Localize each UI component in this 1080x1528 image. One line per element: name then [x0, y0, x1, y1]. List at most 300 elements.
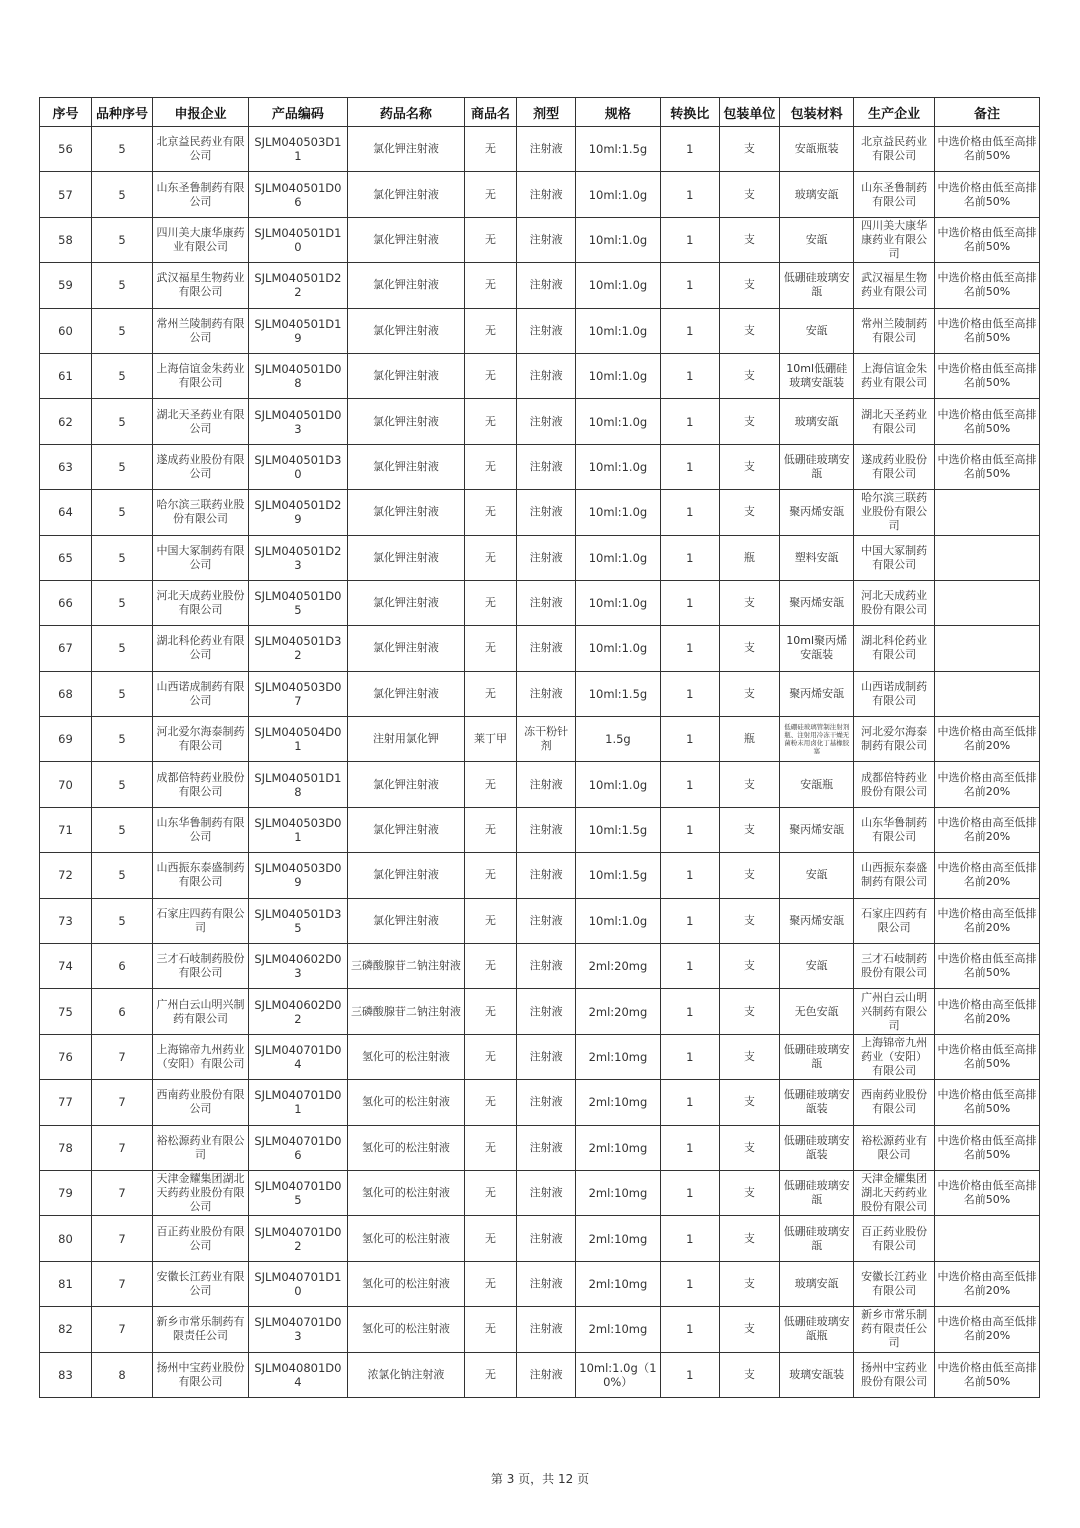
manufacturer-cell: 石家庄四药有限公司 — [854, 898, 935, 943]
drug-name-cell: 氢化可的松注射液 — [347, 1216, 464, 1261]
applicant-cell: 成都倍特药业股份有限公司 — [153, 762, 249, 807]
serial-cell: 83 — [40, 1352, 92, 1397]
trade-name-cell: 无 — [465, 898, 517, 943]
table-row — [40, 944, 1040, 989]
ratio-cell: 1 — [660, 853, 719, 898]
header-cell: 产品编码 — [248, 98, 347, 127]
ratio-cell: 1 — [660, 1261, 719, 1306]
remark-cell: 中选价格由低至高排名前50% — [934, 1080, 1039, 1125]
spec-cell: 10ml:1.5g — [576, 853, 661, 898]
variety-cell: 5 — [91, 535, 152, 580]
spec-cell: 10ml:1.0g — [576, 217, 661, 262]
trade-name-cell: 无 — [465, 1261, 517, 1306]
ratio-cell: 1 — [660, 717, 719, 762]
header-cell: 生产企业 — [854, 98, 935, 127]
drug-name-cell: 氯化钾注射液 — [347, 626, 464, 671]
table-header — [40, 98, 1040, 127]
spec-cell: 2ml:20mg — [576, 944, 661, 989]
dosage-form-cell: 注射液 — [517, 853, 576, 898]
product-code-cell: SJLM040701D10 — [248, 1261, 347, 1306]
dosage-form-cell: 注射液 — [517, 989, 576, 1034]
applicant-cell: 上海信谊金朱药业有限公司 — [153, 353, 249, 398]
header-cell: 包装材料 — [779, 98, 853, 127]
manufacturer-cell: 武汉福星生物药业有限公司 — [854, 263, 935, 308]
dosage-form-cell: 注射液 — [517, 127, 576, 172]
remark-cell — [934, 535, 1039, 580]
header-cell: 转换比 — [660, 98, 719, 127]
drug-name-cell: 三磷酸腺苷二钠注射液 — [347, 944, 464, 989]
remark-cell: 中选价格由低至高排名前50% — [934, 217, 1039, 262]
drug-name-cell: 氯化钾注射液 — [347, 853, 464, 898]
drug-name-cell: 氯化钾注射液 — [347, 172, 464, 217]
table-row — [40, 308, 1040, 353]
drug-name-cell: 氯化钾注射液 — [347, 399, 464, 444]
table-row — [40, 807, 1040, 852]
product-code-cell: SJLM040503D09 — [248, 853, 347, 898]
product-code-cell: SJLM040701D02 — [248, 1216, 347, 1261]
product-code-cell: SJLM040701D04 — [248, 1034, 347, 1079]
trade-name-cell: 莱丁甲 — [465, 717, 517, 762]
product-code-cell: SJLM040701D03 — [248, 1307, 347, 1352]
pack-unit-cell: 支 — [719, 308, 779, 353]
variety-cell: 5 — [91, 444, 152, 489]
spec-cell: 10ml:1.0g — [576, 580, 661, 625]
product-code-cell: SJLM040504D01 — [248, 717, 347, 762]
manufacturer-cell: 山西振东泰盛制药有限公司 — [854, 853, 935, 898]
pack-unit-cell: 瓶 — [719, 717, 779, 762]
pack-unit-cell: 支 — [719, 1352, 779, 1397]
remark-cell: 中选价格由低至高排名前50% — [934, 399, 1039, 444]
pack-unit-cell: 支 — [719, 399, 779, 444]
pack-material-cell: 低硼硅玻璃安瓿 — [779, 1034, 853, 1079]
pack-material-cell: 玻璃安瓿 — [779, 1261, 853, 1306]
trade-name-cell: 无 — [465, 1216, 517, 1261]
spec-cell: 10ml:1.0g — [576, 263, 661, 308]
applicant-cell: 北京益民药业有限公司 — [153, 127, 249, 172]
drug-name-cell: 氯化钾注射液 — [347, 807, 464, 852]
pack-material-cell: 安瓿瓶装 — [779, 127, 853, 172]
header-row — [40, 98, 1040, 127]
product-code-cell: SJLM040602D03 — [248, 944, 347, 989]
dosage-form-cell: 注射液 — [517, 1125, 576, 1170]
remark-cell: 中选价格由低至高排名前50% — [934, 353, 1039, 398]
serial-cell: 78 — [40, 1125, 92, 1170]
serial-cell: 65 — [40, 535, 92, 580]
table-row — [40, 490, 1040, 535]
ratio-cell: 1 — [660, 898, 719, 943]
pack-material-cell: 聚丙烯安瓿 — [779, 490, 853, 535]
spec-cell: 2ml:10mg — [576, 1170, 661, 1215]
remark-cell: 中选价格由高至低排名前20% — [934, 762, 1039, 807]
trade-name-cell: 无 — [465, 1125, 517, 1170]
pack-unit-cell: 支 — [719, 217, 779, 262]
ratio-cell: 1 — [660, 989, 719, 1034]
header-cell: 序号 — [40, 98, 92, 127]
header-cell: 申报企业 — [153, 98, 249, 127]
spec-cell: 10ml:1.0g — [576, 626, 661, 671]
drug-name-cell: 三磷酸腺苷二钠注射液 — [347, 989, 464, 1034]
ratio-cell: 1 — [660, 580, 719, 625]
trade-name-cell: 无 — [465, 1080, 517, 1125]
spec-cell: 10ml:1.0g — [576, 172, 661, 217]
ratio-cell: 1 — [660, 399, 719, 444]
product-code-cell: SJLM040701D06 — [248, 1125, 347, 1170]
manufacturer-cell: 上海锦帝九州药业（安阳）有限公司 — [854, 1034, 935, 1079]
pack-material-cell: 无色安瓿 — [779, 989, 853, 1034]
applicant-cell: 扬州中宝药业股份有限公司 — [153, 1352, 249, 1397]
applicant-cell: 湖北科伦药业有限公司 — [153, 626, 249, 671]
drug-name-cell: 氯化钾注射液 — [347, 308, 464, 353]
pack-material-cell: 聚丙烯安瓿 — [779, 807, 853, 852]
serial-cell: 59 — [40, 263, 92, 308]
applicant-cell: 河北爱尔海泰制药有限公司 — [153, 717, 249, 762]
product-code-cell: SJLM040503D01 — [248, 807, 347, 852]
product-code-cell: SJLM040503D07 — [248, 671, 347, 716]
trade-name-cell: 无 — [465, 1307, 517, 1352]
drug-name-cell: 氢化可的松注射液 — [347, 1125, 464, 1170]
pack-unit-cell: 支 — [719, 444, 779, 489]
drug-name-cell: 氯化钾注射液 — [347, 217, 464, 262]
header-cell: 规格 — [576, 98, 661, 127]
remark-cell: 中选价格由低至高排名前50% — [934, 1352, 1039, 1397]
ratio-cell: 1 — [660, 1080, 719, 1125]
serial-cell: 66 — [40, 580, 92, 625]
pack-material-cell: 玻璃安瓿 — [779, 172, 853, 217]
table-row — [40, 127, 1040, 172]
trade-name-cell: 无 — [465, 626, 517, 671]
header-cell: 药品名称 — [347, 98, 464, 127]
applicant-cell: 天津金耀集团湖北天药药业股份有限公司 — [153, 1170, 249, 1215]
header-cell: 剂型 — [517, 98, 576, 127]
serial-cell: 71 — [40, 807, 92, 852]
variety-cell: 5 — [91, 626, 152, 671]
trade-name-cell: 无 — [465, 1034, 517, 1079]
drug-name-cell: 氯化钾注射液 — [347, 580, 464, 625]
spec-cell: 2ml:10mg — [576, 1125, 661, 1170]
dosage-form-cell: 注射液 — [517, 444, 576, 489]
pack-material-cell: 安瓿 — [779, 217, 853, 262]
dosage-form-cell: 注射液 — [517, 217, 576, 262]
trade-name-cell: 无 — [465, 308, 517, 353]
dosage-form-cell: 注射液 — [517, 671, 576, 716]
ratio-cell: 1 — [660, 1352, 719, 1397]
spec-cell: 2ml:10mg — [576, 1034, 661, 1079]
pack-material-cell: 安瓿 — [779, 308, 853, 353]
applicant-cell: 遂成药业股份有限公司 — [153, 444, 249, 489]
table-body — [40, 127, 1040, 1398]
variety-cell: 5 — [91, 717, 152, 762]
dosage-form-cell: 注射液 — [517, 353, 576, 398]
header-cell: 备注 — [934, 98, 1039, 127]
manufacturer-cell: 北京益民药业有限公司 — [854, 127, 935, 172]
table-row — [40, 1170, 1040, 1215]
product-code-cell: SJLM040801D04 — [248, 1352, 347, 1397]
product-code-cell: SJLM040501D32 — [248, 626, 347, 671]
variety-cell: 7 — [91, 1080, 152, 1125]
table-row — [40, 1261, 1040, 1306]
manufacturer-cell: 河北天成药业股份有限公司 — [854, 580, 935, 625]
remark-cell: 中选价格由低至高排名前50% — [934, 308, 1039, 353]
serial-cell: 61 — [40, 353, 92, 398]
product-code-cell: SJLM040501D08 — [248, 353, 347, 398]
dosage-form-cell: 注射液 — [517, 1307, 576, 1352]
pack-material-cell: 塑料安瓿 — [779, 535, 853, 580]
pack-unit-cell: 瓶 — [719, 535, 779, 580]
dosage-form-cell: 注射液 — [517, 172, 576, 217]
variety-cell: 6 — [91, 944, 152, 989]
trade-name-cell: 无 — [465, 762, 517, 807]
manufacturer-cell: 常州兰陵制药有限公司 — [854, 308, 935, 353]
pack-unit-cell: 支 — [719, 353, 779, 398]
pack-unit-cell: 支 — [719, 898, 779, 943]
variety-cell: 7 — [91, 1216, 152, 1261]
table-row — [40, 626, 1040, 671]
pack-unit-cell: 支 — [719, 944, 779, 989]
product-code-cell: SJLM040501D23 — [248, 535, 347, 580]
remark-cell: 中选价格由低至高排名前50% — [934, 944, 1039, 989]
dosage-form-cell: 注射液 — [517, 898, 576, 943]
variety-cell: 8 — [91, 1352, 152, 1397]
product-code-cell: SJLM040602D02 — [248, 989, 347, 1034]
table-row — [40, 989, 1040, 1034]
manufacturer-cell: 成都倍特药业股份有限公司 — [854, 762, 935, 807]
variety-cell: 5 — [91, 762, 152, 807]
pack-unit-cell: 支 — [719, 671, 779, 716]
variety-cell: 5 — [91, 172, 152, 217]
spec-cell: 1.5g — [576, 717, 661, 762]
manufacturer-cell: 扬州中宝药业股份有限公司 — [854, 1352, 935, 1397]
remark-cell: 中选价格由高至低排名前20% — [934, 717, 1039, 762]
applicant-cell: 中国大冢制药有限公司 — [153, 535, 249, 580]
applicant-cell: 上海锦帝九州药业（安阳）有限公司 — [153, 1034, 249, 1079]
table-row — [40, 535, 1040, 580]
remark-cell — [934, 671, 1039, 716]
serial-cell: 64 — [40, 490, 92, 535]
trade-name-cell: 无 — [465, 807, 517, 852]
pack-material-cell: 低硼硅玻璃安瓿 — [779, 1170, 853, 1215]
table-row — [40, 444, 1040, 489]
spec-cell: 10ml:1.5g — [576, 671, 661, 716]
manufacturer-cell: 三才石岐制药股份有限公司 — [854, 944, 935, 989]
pack-material-cell: 10ml聚丙烯安瓿装 — [779, 626, 853, 671]
trade-name-cell: 无 — [465, 989, 517, 1034]
applicant-cell: 山东华鲁制药有限公司 — [153, 807, 249, 852]
product-code-cell: SJLM040501D18 — [248, 762, 347, 807]
manufacturer-cell: 河北爱尔海泰制药有限公司 — [854, 717, 935, 762]
dosage-form-cell: 注射液 — [517, 1216, 576, 1261]
table-row — [40, 898, 1040, 943]
ratio-cell: 1 — [660, 1034, 719, 1079]
variety-cell: 5 — [91, 127, 152, 172]
serial-cell: 82 — [40, 1307, 92, 1352]
trade-name-cell: 无 — [465, 127, 517, 172]
ratio-cell: 1 — [660, 1307, 719, 1352]
pack-unit-cell: 支 — [719, 1170, 779, 1215]
variety-cell: 5 — [91, 671, 152, 716]
spec-cell: 10ml:1.0g — [576, 762, 661, 807]
serial-cell: 62 — [40, 399, 92, 444]
trade-name-cell: 无 — [465, 1170, 517, 1215]
serial-cell: 57 — [40, 172, 92, 217]
dosage-form-cell: 冻干粉针剂 — [517, 717, 576, 762]
pack-material-cell: 聚丙烯安瓿 — [779, 580, 853, 625]
spec-cell: 2ml:10mg — [576, 1080, 661, 1125]
dosage-form-cell: 注射液 — [517, 1352, 576, 1397]
ratio-cell: 1 — [660, 1170, 719, 1215]
trade-name-cell: 无 — [465, 444, 517, 489]
ratio-cell: 1 — [660, 444, 719, 489]
ratio-cell: 1 — [660, 127, 719, 172]
manufacturer-cell: 中国大冢制药有限公司 — [854, 535, 935, 580]
table-row — [40, 172, 1040, 217]
serial-cell: 72 — [40, 853, 92, 898]
table-row — [40, 580, 1040, 625]
variety-cell: 5 — [91, 807, 152, 852]
pack-unit-cell: 支 — [719, 1034, 779, 1079]
pack-unit-cell: 支 — [719, 807, 779, 852]
manufacturer-cell: 湖北科伦药业有限公司 — [854, 626, 935, 671]
serial-cell: 77 — [40, 1080, 92, 1125]
ratio-cell: 1 — [660, 1125, 719, 1170]
applicant-cell: 百正药业股份有限公司 — [153, 1216, 249, 1261]
spec-cell: 10ml:1.0g（10%） — [576, 1352, 661, 1397]
remark-cell: 中选价格由低至高排名前50% — [934, 1125, 1039, 1170]
manufacturer-cell: 西南药业股份有限公司 — [854, 1080, 935, 1125]
product-code-cell: SJLM040501D03 — [248, 399, 347, 444]
spec-cell: 10ml:1.5g — [576, 127, 661, 172]
applicant-cell: 广州白云山明兴制药有限公司 — [153, 989, 249, 1034]
drug-name-cell: 氯化钾注射液 — [347, 444, 464, 489]
variety-cell: 7 — [91, 1261, 152, 1306]
pack-material-cell: 10ml低硼硅玻璃安瓿装 — [779, 353, 853, 398]
table-row — [40, 1034, 1040, 1079]
ratio-cell: 1 — [660, 1216, 719, 1261]
manufacturer-cell: 山东华鲁制药有限公司 — [854, 807, 935, 852]
trade-name-cell: 无 — [465, 853, 517, 898]
drug-name-cell: 氯化钾注射液 — [347, 263, 464, 308]
trade-name-cell: 无 — [465, 490, 517, 535]
pack-unit-cell: 支 — [719, 1125, 779, 1170]
trade-name-cell: 无 — [465, 399, 517, 444]
applicant-cell: 山西振东泰盛制药有限公司 — [153, 853, 249, 898]
remark-cell: 中选价格由低至高排名前50% — [934, 1170, 1039, 1215]
pack-unit-cell: 支 — [719, 762, 779, 807]
applicant-cell: 武汉福星生物药业有限公司 — [153, 263, 249, 308]
drug-name-cell: 氯化钾注射液 — [347, 535, 464, 580]
serial-cell: 76 — [40, 1034, 92, 1079]
pack-unit-cell: 支 — [719, 1261, 779, 1306]
drug-name-cell: 氯化钾注射液 — [347, 762, 464, 807]
spec-cell: 10ml:1.5g — [576, 807, 661, 852]
table-row — [40, 717, 1040, 762]
serial-cell: 79 — [40, 1170, 92, 1215]
serial-cell: 67 — [40, 626, 92, 671]
drug-name-cell: 氢化可的松注射液 — [347, 1034, 464, 1079]
header-cell: 商品名 — [465, 98, 517, 127]
pack-unit-cell: 支 — [719, 989, 779, 1034]
manufacturer-cell: 四川美大康华康药业有限公司 — [854, 217, 935, 262]
applicant-cell: 裕松源药业有限公司 — [153, 1125, 249, 1170]
remark-cell: 中选价格由低至高排名前50% — [934, 1034, 1039, 1079]
applicant-cell: 河北天成药业股份有限公司 — [153, 580, 249, 625]
dosage-form-cell: 注射液 — [517, 399, 576, 444]
spec-cell: 10ml:1.0g — [576, 399, 661, 444]
manufacturer-cell: 山西诺成制药有限公司 — [854, 671, 935, 716]
trade-name-cell: 无 — [465, 217, 517, 262]
product-code-cell: SJLM040701D05 — [248, 1170, 347, 1215]
table-row — [40, 1216, 1040, 1261]
manufacturer-cell: 广州白云山明兴制药有限公司 — [854, 989, 935, 1034]
ratio-cell: 1 — [660, 263, 719, 308]
product-code-cell: SJLM040501D35 — [248, 898, 347, 943]
dosage-form-cell: 注射液 — [517, 807, 576, 852]
remark-cell: 中选价格由低至高排名前50% — [934, 172, 1039, 217]
remark-cell: 中选价格由高至低排名前20% — [934, 1307, 1039, 1352]
trade-name-cell: 无 — [465, 671, 517, 716]
drug-name-cell: 氯化钾注射液 — [347, 490, 464, 535]
remark-cell: 中选价格由低至高排名前50% — [934, 263, 1039, 308]
remark-cell: 中选价格由低至高排名前50% — [934, 444, 1039, 489]
drug-name-cell: 浓氯化钠注射液 — [347, 1352, 464, 1397]
ratio-cell: 1 — [660, 353, 719, 398]
spec-cell: 2ml:20mg — [576, 989, 661, 1034]
pack-unit-cell: 支 — [719, 263, 779, 308]
pack-material-cell: 安瓿 — [779, 944, 853, 989]
dosage-form-cell: 注射液 — [517, 308, 576, 353]
variety-cell: 5 — [91, 308, 152, 353]
pack-material-cell: 安瓿 — [779, 853, 853, 898]
pack-material-cell: 低硼硅玻璃安瓿 — [779, 1216, 853, 1261]
spec-cell: 10ml:1.0g — [576, 444, 661, 489]
applicant-cell: 山西诺成制药有限公司 — [153, 671, 249, 716]
pack-unit-cell: 支 — [719, 580, 779, 625]
drug-name-cell: 氢化可的松注射液 — [347, 1261, 464, 1306]
manufacturer-cell: 湖北天圣药业有限公司 — [854, 399, 935, 444]
table-row — [40, 217, 1040, 262]
pack-unit-cell: 支 — [719, 172, 779, 217]
variety-cell: 5 — [91, 399, 152, 444]
product-code-cell: SJLM040501D30 — [248, 444, 347, 489]
spec-cell: 10ml:1.0g — [576, 535, 661, 580]
pack-material-cell: 安瓿瓶 — [779, 762, 853, 807]
applicant-cell: 常州兰陵制药有限公司 — [153, 308, 249, 353]
header-cell: 包装单位 — [719, 98, 779, 127]
remark-cell: 中选价格由高至低排名前20% — [934, 853, 1039, 898]
trade-name-cell: 无 — [465, 580, 517, 625]
dosage-form-cell: 注射液 — [517, 762, 576, 807]
spec-cell: 10ml:1.0g — [576, 353, 661, 398]
applicant-cell: 三才石岐制药股份有限公司 — [153, 944, 249, 989]
variety-cell: 5 — [91, 490, 152, 535]
pack-material-cell: 玻璃安瓿装 — [779, 1352, 853, 1397]
page-number: 第 3 页，共 12 页 — [490, 1472, 590, 1486]
product-code-cell: SJLM040501D22 — [248, 263, 347, 308]
ratio-cell: 1 — [660, 308, 719, 353]
variety-cell: 5 — [91, 853, 152, 898]
dosage-form-cell: 注射液 — [517, 626, 576, 671]
trade-name-cell: 无 — [465, 1352, 517, 1397]
ratio-cell: 1 — [660, 626, 719, 671]
ratio-cell: 1 — [660, 762, 719, 807]
pack-material-cell: 低硼硅玻璃安瓿瓶 — [779, 1307, 853, 1352]
ratio-cell: 1 — [660, 944, 719, 989]
remark-cell: 中选价格由高至低排名前20% — [934, 898, 1039, 943]
ratio-cell: 1 — [660, 807, 719, 852]
serial-cell: 56 — [40, 127, 92, 172]
variety-cell: 5 — [91, 580, 152, 625]
product-code-cell: SJLM040501D19 — [248, 308, 347, 353]
remark-cell — [934, 1216, 1039, 1261]
